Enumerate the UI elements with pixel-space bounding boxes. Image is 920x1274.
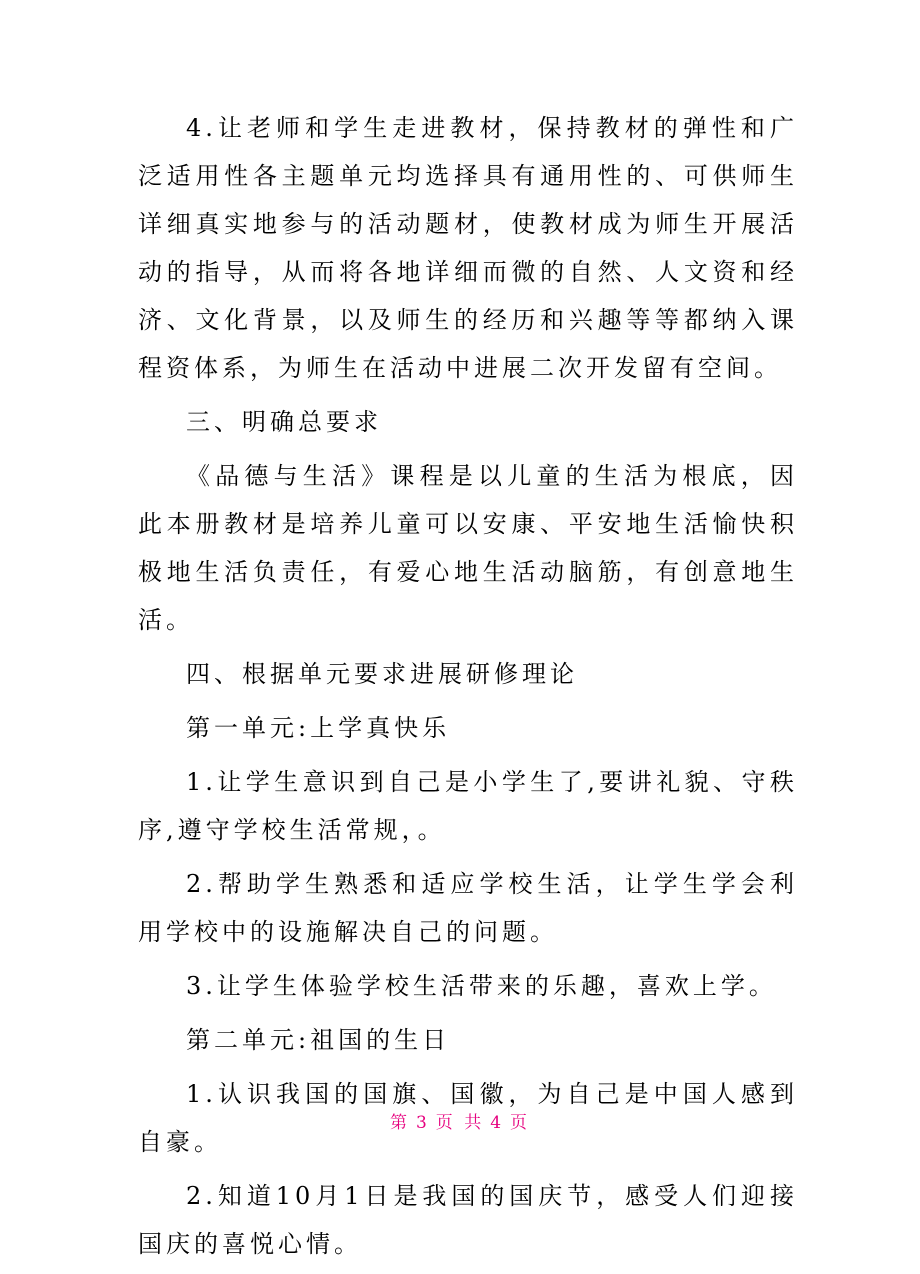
footer-middle: 页 共 [435,1113,485,1133]
list-item-unit-one-2: 2.帮助学生熟悉和适应学校生活，让学生学会利用学校中的设施解决自己的问题。 [138,870,798,946]
footer-prefix: 第 [389,1113,410,1133]
heading-unit-practice: 四、根据单元要求进展研修理论 [186,660,578,688]
document-body [138,104,798,1274]
heading-general-requirements: 三、明确总要求 [186,408,382,436]
heading-unit-two: 第二单元:祖国的生日 [186,1026,451,1054]
list-item-unit-one-1: 1.让学生意识到自己是小学生了,要讲礼貌、守秩序,遵守学校生活常规，。 [138,768,798,844]
paragraph-teaching-material: 4.让老师和学生走进教材，保持教材的弹性和广泛适用性各主题单元均选择具有通用性的、可供师生详细真实地参与的活动题材，使教材成为师生开展活动的指导，从而将各地详细而微的自然、人文资和经济、文化背景，以及师生的经历和兴趣等等都纳入课程资体系，为师生在活动中进展二次开发留有空间。 [138,114,798,382]
list-item-unit-two-1: 1.认识我国的国旗、国徽，为自己是中国人感到自豪。 [138,1080,798,1156]
footer-suffix: 页 [510,1113,531,1133]
page-footer [0,1108,920,1133]
list-item-unit-one-3: 3.让学生体验学校生活带来的乐趣，喜欢上学。 [186,972,777,1000]
list-item-unit-two-2: 2.知道10月1日是我国的国庆节，感受人们迎接国庆的喜悦心情。 [138,1182,798,1258]
heading-unit-one: 第一单元:上学真快乐 [186,714,451,742]
footer-page-number: 3 [415,1113,430,1133]
footer-total-pages: 4 [490,1113,505,1133]
paragraph-course-basis: 《品德与生活》课程是以儿童的生活为根底，因此本册教材是培养儿童可以安康、平安地生活愉快积极地生活负责任，有爱心地生活动脑筋，有创意地生活。 [138,462,798,634]
